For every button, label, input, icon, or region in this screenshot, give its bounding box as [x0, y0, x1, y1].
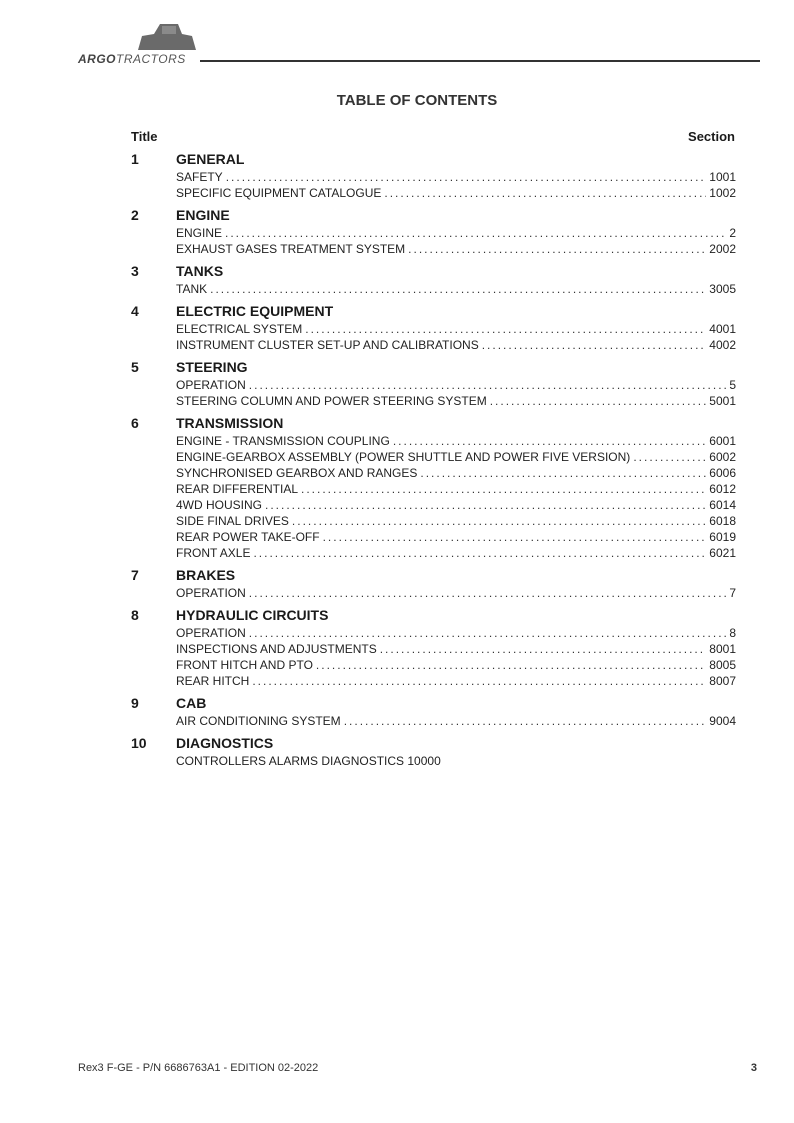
- dot-leader: [316, 657, 706, 673]
- toc-entry[interactable]: [176, 529, 736, 545]
- column-header-section: Section: [688, 129, 735, 144]
- toc-entry[interactable]: [176, 185, 736, 201]
- footer-document-ref: Rex3 F-GE - P/N 6686763A1 - EDITION 02-2022: [78, 1062, 319, 1074]
- tractor-icon: [134, 22, 198, 52]
- toc-entry[interactable]: [176, 513, 736, 529]
- toc-entry-title: SIDE FINAL DRIVES: [176, 514, 289, 528]
- toc-entry-title: ELECTRICAL SYSTEM: [176, 322, 303, 336]
- toc-entry-title: ENGINE-GEARBOX ASSEMBLY (POWER SHUTTLE AND POWER FIVE VERSION): [176, 450, 631, 464]
- toc-entry[interactable]: [176, 641, 736, 657]
- dot-leader: [249, 585, 727, 601]
- dot-leader: [305, 321, 706, 337]
- chapter-number: 6: [131, 415, 139, 431]
- chapter-number: 9: [131, 695, 139, 711]
- toc-entry-section: 5001: [709, 394, 736, 408]
- dot-leader: [633, 449, 706, 465]
- toc-entry-title: OPERATION: [176, 626, 246, 640]
- toc-entry-section: 6001: [709, 434, 736, 448]
- toc-entry-section: 6002: [709, 450, 736, 464]
- dot-leader: [249, 377, 727, 393]
- toc-entry[interactable]: [176, 377, 736, 393]
- toc-entry-title: TANK: [176, 282, 208, 296]
- dot-leader: [225, 225, 726, 241]
- toc-entry-title: ENGINE - TRANSMISSION COUPLING: [176, 434, 390, 448]
- toc-entry-title: OPERATION: [176, 586, 246, 600]
- toc-entry[interactable]: [176, 713, 736, 729]
- toc-entry-section: 6014: [709, 498, 736, 512]
- chapter-number: 8: [131, 607, 139, 623]
- chapter-number: 7: [131, 567, 139, 583]
- dot-leader: [344, 713, 707, 729]
- chapter-number: 5: [131, 359, 139, 375]
- toc-entry-section: 8: [729, 626, 736, 640]
- toc-entry-section: 4001: [709, 322, 736, 336]
- dot-leader: [384, 185, 706, 201]
- toc-entry-section: 8007: [709, 674, 736, 688]
- toc-entry[interactable]: [176, 449, 736, 465]
- chapter: [0, 734, 794, 769]
- toc-entry-section: 9004: [709, 714, 736, 728]
- toc-entry[interactable]: [176, 433, 736, 449]
- toc-entry[interactable]: [176, 337, 736, 353]
- chapter: [0, 606, 794, 689]
- chapter-title: TANKS: [176, 263, 224, 279]
- dot-leader: [420, 465, 706, 481]
- toc-entry[interactable]: [176, 169, 736, 185]
- toc-entry[interactable]: [176, 585, 736, 601]
- dot-leader: [490, 393, 707, 409]
- toc-entry-section: 6021: [709, 546, 736, 560]
- toc-entry-section: 8001: [709, 642, 736, 656]
- chapter: [0, 566, 794, 601]
- header-rule: [200, 60, 760, 62]
- table-of-contents: [0, 150, 794, 774]
- dot-leader: [408, 241, 706, 257]
- footer-page-number: 3: [750, 1062, 757, 1074]
- toc-entry-title: ENGINE: [176, 226, 223, 240]
- toc-entry-section: 2: [729, 226, 736, 240]
- toc-entry-title: FRONT AXLE: [176, 546, 251, 560]
- logo-wordmark: ARGOTRACTORS: [78, 52, 186, 66]
- dot-leader: [301, 481, 706, 497]
- chapter: [0, 206, 794, 257]
- chapter-number: 4: [131, 303, 139, 319]
- chapter-title: ENGINE: [176, 207, 230, 223]
- toc-entry[interactable]: [176, 545, 736, 561]
- toc-entry[interactable]: [176, 393, 736, 409]
- chapter-number: 2: [131, 207, 139, 223]
- toc-entry-section: 6019: [709, 530, 736, 544]
- column-header-title: Title: [131, 129, 158, 144]
- chapter: [0, 414, 794, 561]
- toc-entry[interactable]: [176, 465, 736, 481]
- chapter-title: DIAGNOSTICS: [176, 735, 274, 751]
- toc-entry-title: REAR HITCH: [176, 674, 250, 688]
- dot-leader: [292, 513, 706, 529]
- toc-entry-section: 4002: [709, 338, 736, 352]
- dot-leader: [252, 673, 706, 689]
- toc-entry-title: FRONT HITCH AND PTO: [176, 658, 313, 672]
- dot-leader: [249, 625, 727, 641]
- dot-leader: [323, 529, 707, 545]
- toc-entry-title: EXHAUST GASES TREATMENT SYSTEM: [176, 242, 406, 256]
- toc-entry-title: REAR DIFFERENTIAL: [176, 482, 299, 496]
- dot-leader: [253, 545, 706, 561]
- chapter: [0, 150, 794, 201]
- page-title: TABLE OF CONTENTS: [336, 92, 498, 109]
- toc-entry-title: STEERING COLUMN AND POWER STEERING SYSTEM: [176, 394, 487, 408]
- toc-entry[interactable]: [176, 497, 736, 513]
- chapter: [0, 694, 794, 729]
- toc-entry-section: 7: [729, 586, 736, 600]
- toc-entry-section: 5: [729, 378, 736, 392]
- toc-entry-section: 3005: [709, 282, 736, 296]
- toc-entry[interactable]: [176, 241, 736, 257]
- chapter: [0, 302, 794, 353]
- toc-entry-section: 1002: [709, 186, 736, 200]
- chapter-number: 1: [131, 151, 139, 167]
- chapter-title: CAB: [176, 695, 207, 711]
- toc-entry-section: 6012: [709, 482, 736, 496]
- toc-entry[interactable]: [176, 321, 736, 337]
- chapter-title: STEERING: [176, 359, 248, 375]
- toc-entry-title: 4WD HOUSING: [176, 498, 263, 512]
- toc-entry-title: OPERATION: [176, 378, 246, 392]
- toc-entry-title: SYNCHRONISED GEARBOX AND RANGES: [176, 466, 418, 480]
- toc-entry[interactable]: [176, 625, 736, 641]
- chapter-title: BRAKES: [176, 567, 236, 583]
- toc-entry[interactable]: [176, 281, 736, 297]
- toc-entry-title: SAFETY: [176, 170, 223, 184]
- toc-entry-title: INSPECTIONS AND ADJUSTMENTS: [176, 642, 377, 656]
- dot-leader: [482, 337, 707, 353]
- chapter-number: 3: [131, 263, 139, 279]
- chapter-number: 10: [131, 735, 147, 751]
- dot-leader: [380, 641, 707, 657]
- toc-entry[interactable]: [176, 657, 736, 673]
- chapter: [0, 358, 794, 409]
- toc-entry-title: AIR CONDITIONING SYSTEM: [176, 714, 341, 728]
- toc-entry-section: 1001: [709, 170, 736, 184]
- toc-entry-title: SPECIFIC EQUIPMENT CATALOGUE: [176, 186, 382, 200]
- dot-leader: [393, 433, 706, 449]
- argo-tractors-logo: [78, 22, 198, 66]
- dot-leader: [265, 497, 706, 513]
- toc-entry-title: CONTROLLERS ALARMS DIAGNOSTICS 10000: [176, 754, 441, 768]
- toc-entry[interactable]: [176, 753, 736, 769]
- toc-entry-title: REAR POWER TAKE-OFF: [176, 530, 320, 544]
- toc-entry-section: 2002: [709, 242, 736, 256]
- dot-leader: [226, 169, 707, 185]
- toc-entry-section: 6006: [709, 466, 736, 480]
- toc-entry[interactable]: [176, 225, 736, 241]
- chapter-title: TRANSMISSION: [176, 415, 284, 431]
- chapter-title: ELECTRIC EQUIPMENT: [176, 303, 334, 319]
- toc-entry[interactable]: [176, 481, 736, 497]
- toc-entry-section: 8005: [709, 658, 736, 672]
- toc-entry-title: INSTRUMENT CLUSTER SET-UP AND CALIBRATIONS: [176, 338, 479, 352]
- toc-entry[interactable]: [176, 673, 736, 689]
- chapter-title: HYDRAULIC CIRCUITS: [176, 607, 329, 623]
- toc-entry-section: 6018: [709, 514, 736, 528]
- chapter: [0, 262, 794, 297]
- chapter-title: GENERAL: [176, 151, 245, 167]
- dot-leader: [210, 281, 706, 297]
